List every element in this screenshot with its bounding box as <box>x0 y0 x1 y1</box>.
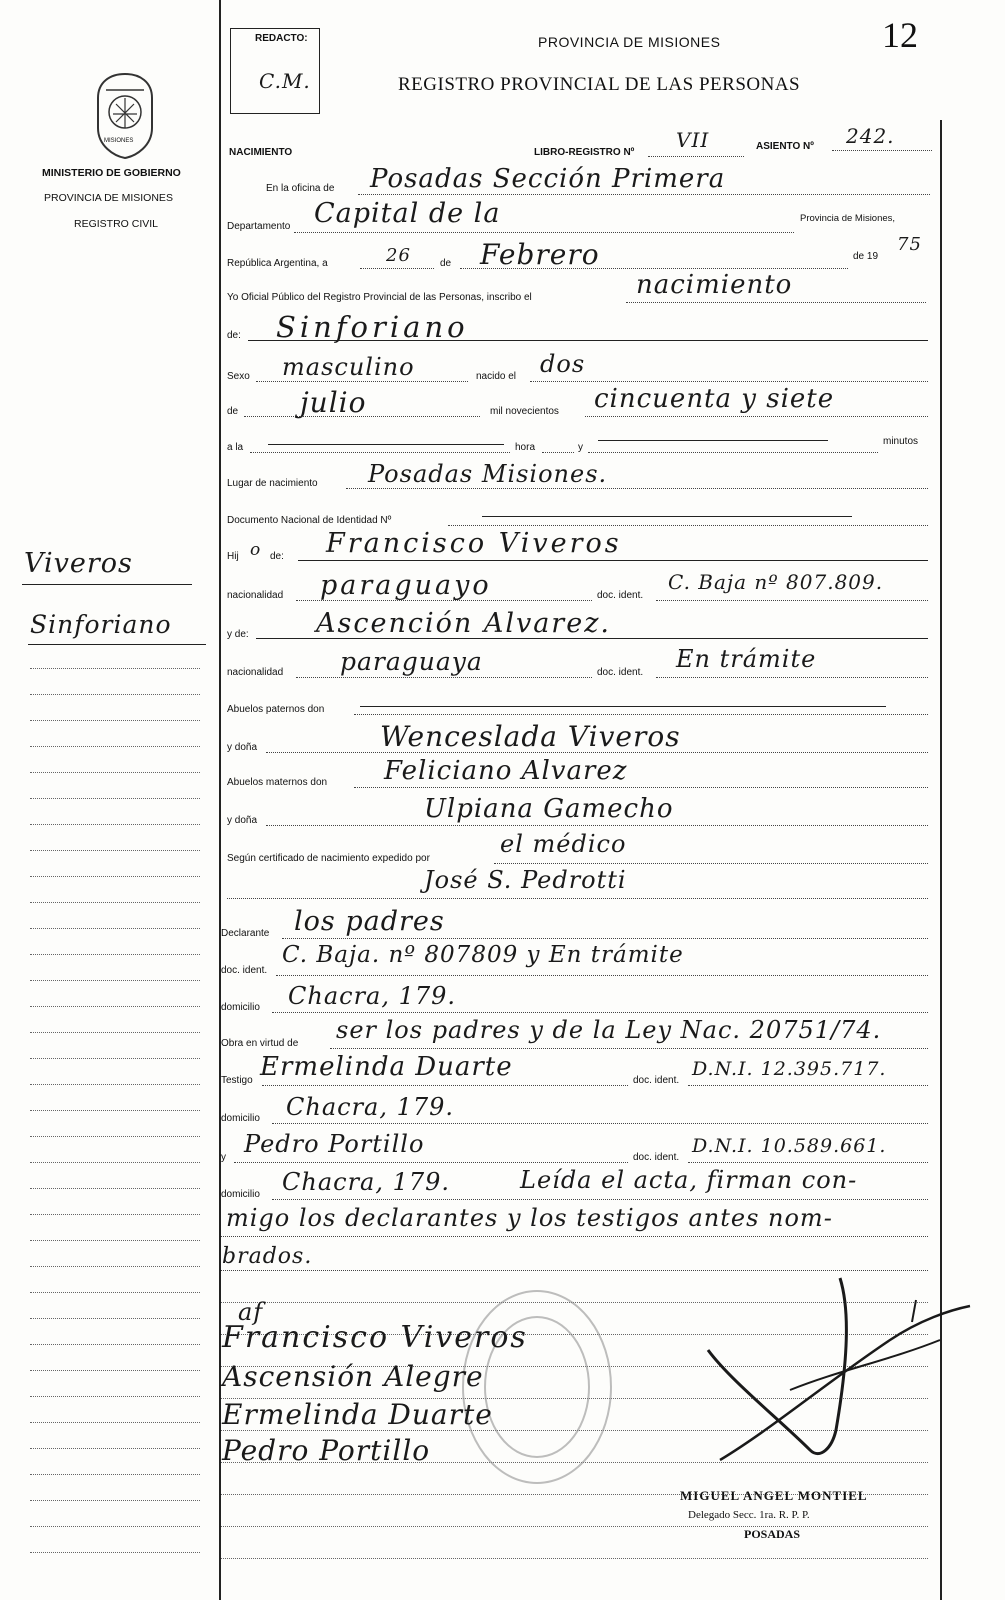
testigo2-line <box>234 1162 628 1163</box>
nacido-value: dos <box>540 350 586 378</box>
lugar-label: Lugar de nacimiento <box>227 478 318 489</box>
margin-rule <box>30 1110 200 1111</box>
nacido-line <box>530 381 928 382</box>
margin-underline-1 <box>22 584 192 585</box>
dom3-label: domicilio <box>221 1189 260 1200</box>
official-name: MIGUEL ANGEL MONTIEL <box>680 1488 868 1503</box>
nac2-value: paraguaya <box>340 647 483 676</box>
a-la-line <box>250 452 510 453</box>
sexo-line <box>256 381 468 382</box>
margin-rule <box>30 1006 200 1007</box>
margin-rule <box>30 1318 200 1319</box>
cert-line <box>494 863 928 864</box>
doc3-label: doc. ident. <box>221 965 268 976</box>
margin-rule <box>30 824 200 825</box>
margin-rule <box>30 1292 200 1293</box>
margin-rule <box>30 1500 200 1501</box>
libro-value: VII <box>676 128 710 152</box>
nac2-label: nacionalidad <box>227 667 284 678</box>
closing2-line <box>221 1236 928 1237</box>
y-de-label: y de: <box>227 629 249 640</box>
margin-rule <box>30 1266 200 1267</box>
ab-pat-dona: Wenceslada Viveros <box>380 720 681 753</box>
nac1-label: nacionalidad <box>227 590 284 601</box>
oficial-label: Yo Oficial Público del Registro Provincial de las Personas, inscribo el <box>227 292 532 303</box>
ab-pat-label: Abuelos paternos don <box>227 704 325 715</box>
hijo-suffix: o <box>250 540 262 560</box>
margin-rule <box>30 668 200 669</box>
margin-surname: Viveros <box>24 548 133 579</box>
minutos-label: minutos <box>883 436 919 447</box>
body-rule <box>221 1526 928 1527</box>
lugar-line <box>346 488 928 489</box>
margin-rule <box>30 1240 200 1241</box>
doc1-line <box>656 600 928 601</box>
doc1-value: C. Baja nº 807.809. <box>668 570 884 594</box>
margin-rule <box>30 746 200 747</box>
margin-rule <box>30 928 200 929</box>
medico-line <box>227 898 928 899</box>
provincia-suffix: Provincia de Misiones, <box>800 213 896 224</box>
obra-line <box>330 1048 928 1049</box>
declarante-line <box>282 938 928 939</box>
signature-3: Ermelinda Duarte <box>222 1398 493 1431</box>
testigo-label: Testigo <box>221 1075 253 1086</box>
testigo2-value: Pedro Portillo <box>244 1130 425 1158</box>
ydona2-label: y doña <box>227 815 258 826</box>
day-value: 26 <box>386 245 411 266</box>
nac1-value: paraguayo <box>320 570 492 601</box>
day-line <box>360 268 434 269</box>
minutos-strike <box>598 440 828 441</box>
madre-value: Ascención Alvarez. <box>316 608 612 639</box>
minutos-line <box>588 452 878 453</box>
doc1-label: doc. ident. <box>597 590 644 601</box>
hora-label: hora <box>515 442 536 453</box>
a-la-label: a la <box>227 442 244 453</box>
oficial-value: nacimiento <box>636 270 793 300</box>
act-type-label: NACIMIENTO <box>229 147 293 158</box>
dni-line <box>448 525 928 526</box>
testigo1-value: Ermelinda Duarte <box>260 1052 513 1082</box>
dom3-value: Chacra, 179. <box>282 1168 451 1196</box>
doc5-value: D.N.I. 10.589.661. <box>692 1135 887 1157</box>
oficial-line <box>626 302 926 303</box>
doc2-value: En trámite <box>676 645 817 673</box>
doc3-line <box>276 975 928 976</box>
hora-line <box>542 452 574 453</box>
ab-mat-dona: Ulpiana Gamecho <box>424 794 674 824</box>
ab-pat-line <box>354 714 928 715</box>
asiento-value: 242. <box>846 124 895 148</box>
obra-label: Obra en virtud de <box>221 1038 299 1049</box>
doc4-line <box>688 1085 928 1086</box>
closing-line-3: brados. <box>222 1244 313 1269</box>
cert-value: el médico <box>500 830 627 858</box>
republica-label: República Argentina, a <box>227 258 328 269</box>
de-label: de <box>440 258 452 269</box>
ab-mat-don: Feliciano Alvarez <box>384 756 628 786</box>
testigo1-line <box>262 1085 628 1086</box>
column-divider <box>219 0 221 1600</box>
margin-rule <box>30 772 200 773</box>
dom2-line <box>272 1123 928 1124</box>
year-value: 75 <box>897 234 922 255</box>
departamento-line <box>294 232 794 233</box>
a-la-strike <box>268 444 504 445</box>
redacto-box <box>230 28 320 114</box>
margin-rule <box>30 1396 200 1397</box>
margin-underline-2 <box>28 644 206 645</box>
de3-label: de <box>227 406 239 417</box>
left-registry-label: REGISTRO CIVIL <box>74 218 159 230</box>
doc5-label: doc. ident. <box>633 1152 680 1163</box>
oficina-value: Posadas Sección Primera <box>370 164 726 194</box>
hijo-de-label: de: <box>270 551 284 562</box>
margin-rule <box>30 1422 200 1423</box>
doc2-label: doc. ident. <box>597 667 644 678</box>
sexo-value: masculino <box>282 353 415 381</box>
year-label: de 19 <box>853 251 879 262</box>
de2-label: de: <box>227 330 241 341</box>
libro-label: LIBRO-REGISTRO Nº <box>534 147 635 158</box>
doc4-label: doc. ident. <box>633 1075 680 1086</box>
ab-pat-strike <box>360 706 886 707</box>
asiento-label: ASIENTO Nº <box>756 141 814 152</box>
dni-label: Documento Nacional de Identidad Nº <box>227 515 392 526</box>
ab-mat-label: Abuelos maternos don <box>227 777 328 788</box>
sexo-label: Sexo <box>227 371 250 382</box>
departamento-label: Departamento <box>227 221 291 232</box>
hijo-label: Hij <box>227 551 239 562</box>
signature-1: Francisco Viveros <box>222 1320 528 1355</box>
doc2-line <box>656 677 928 678</box>
redacto-label: REDACTO: <box>255 33 308 44</box>
dom2-label: domicilio <box>221 1113 260 1124</box>
padre-line <box>298 560 928 561</box>
obra-value: ser los padres y de la Ley Nac. 20751/74. <box>336 1016 882 1044</box>
nac2-line <box>296 677 592 678</box>
body-rule <box>221 1558 928 1559</box>
dom1-line <box>272 1012 928 1013</box>
margin-rule <box>30 876 200 877</box>
dom2-value: Chacra, 179. <box>286 1093 455 1121</box>
cert-label: Según certificado de nacimiento expedido por <box>227 853 430 864</box>
dni-strike <box>482 516 852 517</box>
coat-of-arms-icon <box>92 70 158 160</box>
margin-rule <box>30 1058 200 1059</box>
header-province: PROVINCIA DE MISIONES <box>538 34 721 50</box>
page-number: 12 <box>882 15 918 55</box>
margin-rule <box>30 1344 200 1345</box>
anio-value: cincuenta y siete <box>594 384 835 414</box>
padre-value: Francisco Viveros <box>326 528 622 559</box>
signature-af: af <box>238 1298 264 1326</box>
nacido-label: nacido el <box>476 371 517 382</box>
ministry-label: MINISTERIO DE GOBIERNO <box>42 167 181 179</box>
signature-4: Pedro Portillo <box>222 1434 431 1467</box>
mil-label: mil novecientos <box>490 406 559 417</box>
margin-rule <box>30 1188 200 1189</box>
margin-given-name: Sinforiano <box>30 610 172 639</box>
closing-line-2: migo los declarantes y los testigos antes nom- <box>226 1204 833 1232</box>
y-label: y <box>578 442 583 453</box>
official-title: Delegado Secc. 1ra. R. P. P. <box>688 1509 810 1521</box>
margin-rule <box>30 1084 200 1085</box>
seal-text: MISIONES <box>104 138 134 144</box>
left-province-label: PROVINCIA DE MISIONES <box>44 192 173 204</box>
oficina-label: En la oficina de <box>266 183 335 194</box>
ab-mat-line <box>354 787 928 788</box>
margin-rule <box>30 1474 200 1475</box>
dom1-label: domicilio <box>221 1002 260 1013</box>
margin-rule <box>30 1162 200 1163</box>
margin-rule <box>30 954 200 955</box>
medico-value: José S. Pedrotti <box>424 866 627 894</box>
declarante-label: Declarante <box>221 928 270 939</box>
margin-rule <box>30 1136 200 1137</box>
lugar-value: Posadas Misiones. <box>368 460 608 488</box>
margin-rule <box>30 798 200 799</box>
libro-line <box>648 156 744 157</box>
declarante-value: los padres <box>294 906 445 937</box>
doc3-value: C. Baja. nº 807809 y En trámite <box>282 942 684 968</box>
ab-mat-dona-line <box>266 825 928 826</box>
redacto-value: C.M. <box>259 69 311 93</box>
dom3-line <box>272 1199 928 1200</box>
official-place: POSADAS <box>744 1527 801 1541</box>
margin-rule <box>30 1032 200 1033</box>
month-value: Febrero <box>480 238 600 271</box>
y2-label: y <box>221 1152 226 1163</box>
doc5-line <box>688 1162 928 1163</box>
margin-rule <box>30 1552 200 1553</box>
asiento-line <box>832 150 932 151</box>
margin-rule <box>30 902 200 903</box>
departamento-value: Capital de la <box>314 198 501 229</box>
margin-rule <box>30 1526 200 1527</box>
margin-rule <box>30 850 200 851</box>
nombre-value: Sinforiano <box>276 310 469 344</box>
margin-rule <box>30 720 200 721</box>
header-registry: REGISTRO PROVINCIAL DE LAS PERSONAS <box>398 74 801 95</box>
ydona1-label: y doña <box>227 742 258 753</box>
anio-line <box>585 416 928 417</box>
doc4-value: D.N.I. 12.395.717. <box>692 1058 887 1080</box>
dom1-value: Chacra, 179. <box>288 982 457 1010</box>
mes-value: julio <box>300 386 367 419</box>
official-signature <box>690 1270 980 1470</box>
margin-rule <box>30 980 200 981</box>
signature-2: Ascensión Alegre <box>222 1360 484 1393</box>
oficina-line <box>358 194 930 195</box>
closing-line-1: Leída el acta, firman con- <box>520 1166 858 1194</box>
margin-rule <box>30 1214 200 1215</box>
margin-rule <box>30 1448 200 1449</box>
margin-rule <box>30 694 200 695</box>
margin-rule <box>30 1370 200 1371</box>
